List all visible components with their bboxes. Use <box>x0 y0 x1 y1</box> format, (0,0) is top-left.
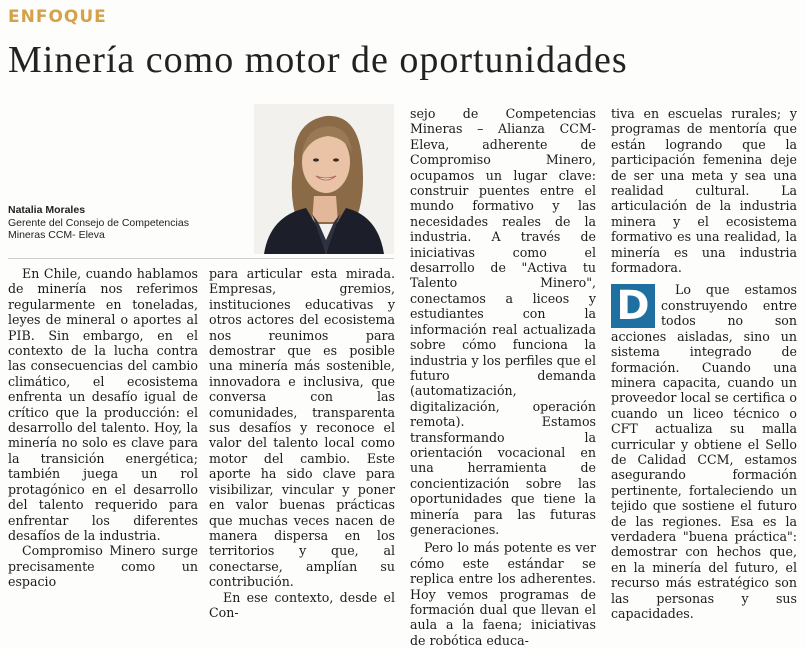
paragraph: sejo de Competencias Mineras – Alianza CCM-Eleva, adherente de Compromiso Minero, ocupamos un lugar clave: construir puentes entre el mundo formativo y las necesidades reales de la industria. A través de iniciativas como el desarrollo de "Activa tu Talento Minero", conectamos a liceos y estudiantes con la información real actualizada sobre cómo funciona la industria y los perfiles que el futuro demanda (automatización, digitalización, operación remota). Estamos transformando la orientación vocacional en una herramienta de concientización sobre las oportunidades que tiene la minería para las futuras generaciones. <box>410 106 596 537</box>
section-label: ENFOQUE <box>8 7 107 27</box>
paragraph: Lo que estamos construyendo entre todos no son acciones aisladas, sino un sistema integrado de formación. Cuando una minera capacita, cuando un proveedor local se certifica o cuando un liceo técnico o CFT actualiza su malla curricular y obtiene el Sello de Calidad CCM, estamos asegurando formación pertinente, fortaleciendo un tejido que sostiene el futuro de las regiones. Esa es la verdadera "buena práctica": demostrar con hechos que, en la minería del futuro, el recurso más estratégico son las personas y sus capacidades. <box>611 282 797 621</box>
article-column-4 <box>611 106 797 621</box>
author-name: Natalia Morales <box>8 204 86 216</box>
paragraph: En Chile, cuando hablamos de minería nos referimos regularmente en toneladas, leyes de mineral o aportes al PIB. Sin embargo, en el contexto de la lucha contra las consecuencias del cambio climático, el ecosistema enfrenta un desafío igual de crítico que la producción: el desarrollo del talento. Hoy, la minería no solo es clave para la transición energética; también juega un rol protagónico en el desarrollo del talento requerido para enfrentar los diferentes desafíos de la industria. <box>8 266 198 543</box>
paragraph: tiva en escuelas rurales; y programas de mentoría que están logrando que la participación femenina deje de ser una meta y sea una realidad cultural. La articulación de la industria minera y el ecosistema formativo es una realidad, la minería es una industria formadora. <box>611 106 797 276</box>
paragraph: Pero lo más potente es ver cómo este estándar se replica entre los adherentes. Hoy vemos programas de formación dual que llevan el aula a la faena; iniciativas de robótica educa- <box>410 540 596 648</box>
paragraph: Compromiso Minero surge precisamente como un espacio <box>8 543 198 590</box>
article-column-1 <box>8 266 198 590</box>
author-role: Gerente del Consejo de Competencias Mineras CCM- Eleva <box>8 217 189 241</box>
author-portrait <box>254 104 394 254</box>
article-column-2 <box>209 266 395 620</box>
paragraph: para articular esta mirada. Empresas, gremios, instituciones educativas y otros actores del ecosistema nos reunimos para demostrar que es posible una minería más sostenible, innovadora e inclusiva, que conversa con las comunidades, transparenta sus desafíos y reconoce el valor del talento local como motor del cambio. Este aporte ha sido clave para visibilizar, vincular y poner en valor buenas prácticas que muchas veces nacen de manera dispersa en los territorios y que, al conectarse, amplían su contribución. <box>209 266 395 590</box>
dropcap-letter: D <box>611 284 655 328</box>
paragraph: En ese contexto, desde el Con- <box>209 589 395 620</box>
article-column-3 <box>410 106 596 648</box>
headline: Minería como motor de oportunidades <box>8 39 628 81</box>
